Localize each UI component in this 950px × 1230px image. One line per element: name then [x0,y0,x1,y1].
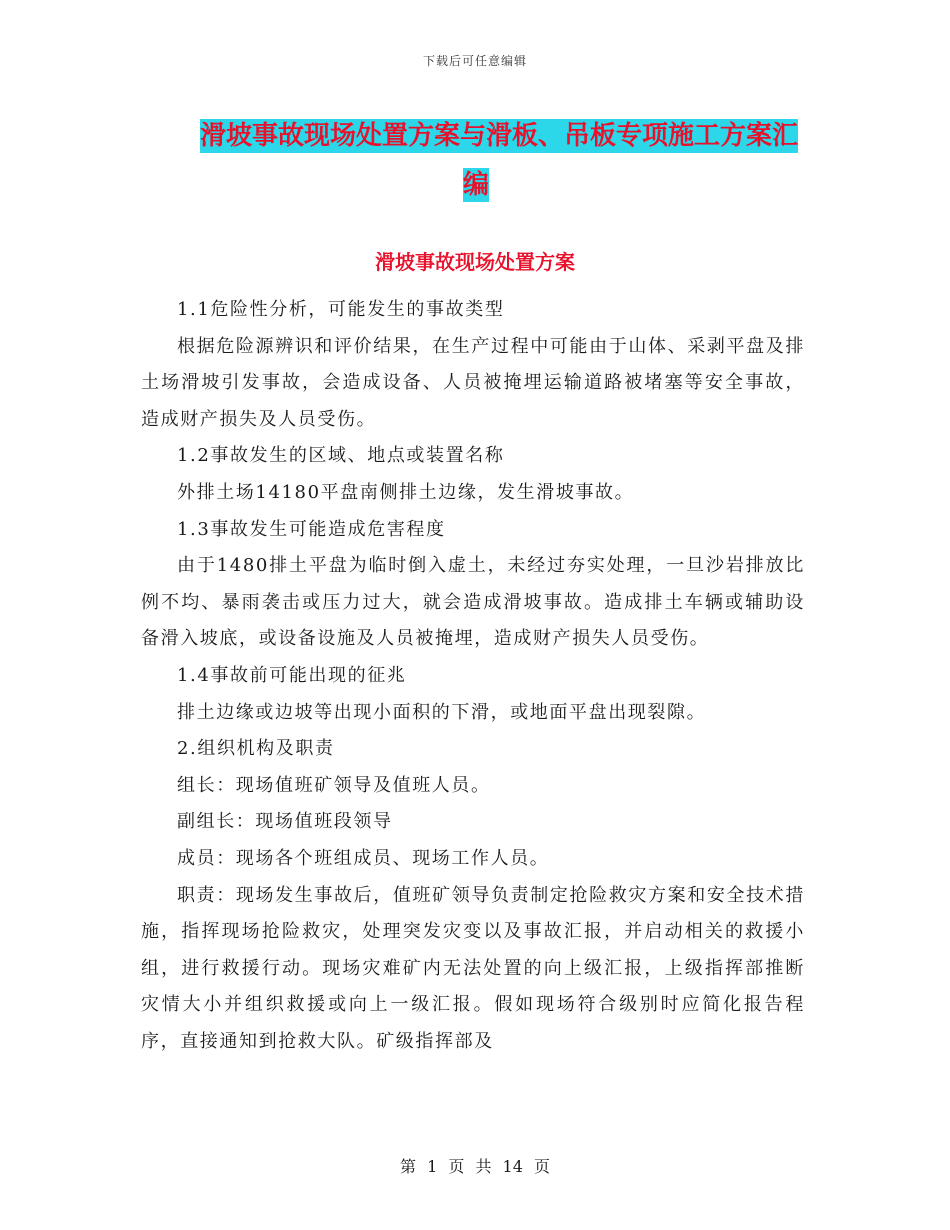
paragraph: 职责：现场发生事故后，值班矿领导负责制定抢险救灾方案和安全技术措施，指挥现场抢险救灾，处理突发灾变以及事故汇报，并启动相关的救援小组，进行救援行动。现场灾难矿内无法处置的向上级汇报，上级指挥部推断灾情大小并组织救援或向上一级汇报。假如现场符合级别时应简化报告程序，直接通知到抢救大队。矿级指挥部及 [141,884,805,1052]
document-title-line-2 [2,161,950,210]
title-highlight-1: 滑坡事故现场处置方案与滑板、吊板专项施工方案汇 [199,121,798,151]
paragraph-heading-1-2: 1.2事故发生的区域、地点或装置名称 [177,445,505,467]
document-title-line-1 [48,112,950,161]
paragraph: 排土边缘或边坡等出现小面积的下滑，或地面平盘出现裂隙。 [177,701,707,723]
document-body [141,292,805,1060]
document-title [0,112,950,210]
page-number-footer: 第 1 页 共 14 页 [400,1157,550,1176]
paragraph: 根据危险源辨识和评价结果，在生产过程中可能由于山体、采剥平盘及排土场滑坡引发事故，会造成设备、人员被掩埋运输道路被堵塞等安全事故，造成财产损失及人员受伤。 [141,335,805,430]
page-header-note: 下载后可任意编辑 [422,54,527,68]
title-highlight-2: 编 [462,170,489,200]
section-title: 滑坡事故现场处置方案 [375,250,575,274]
paragraph: 外排土场14180平盘南侧排土边缘，发生滑坡事故。 [177,481,635,503]
paragraph: 组长：现场值班矿领导及值班人员。 [177,774,491,796]
paragraph-heading-1-3: 1.3事故发生可能造成危害程度 [177,518,446,540]
paragraph-heading-1-4: 1.4事故前可能出现的征兆 [177,664,407,686]
paragraph-heading-2: 2.组织机构及职责 [177,738,335,760]
paragraph: 由于1480排土平盘为临时倒入虚土，未经过夯实处理，一旦沙岩排放比例不均、暴雨袭击或压力过大，就会造成滑坡事故。造成排土车辆或辅助设备滑入坡底，或设备设施及人员被掩埋，造成财产损失人员受伤。 [141,555,805,650]
paragraph-heading-1-1: 1.1危险性分析，可能发生的事故类型 [177,299,505,320]
paragraph: 副组长：现场值班段领导 [177,811,393,833]
paragraph: 成员：现场各个班组成员、现场工作人员。 [177,847,550,869]
